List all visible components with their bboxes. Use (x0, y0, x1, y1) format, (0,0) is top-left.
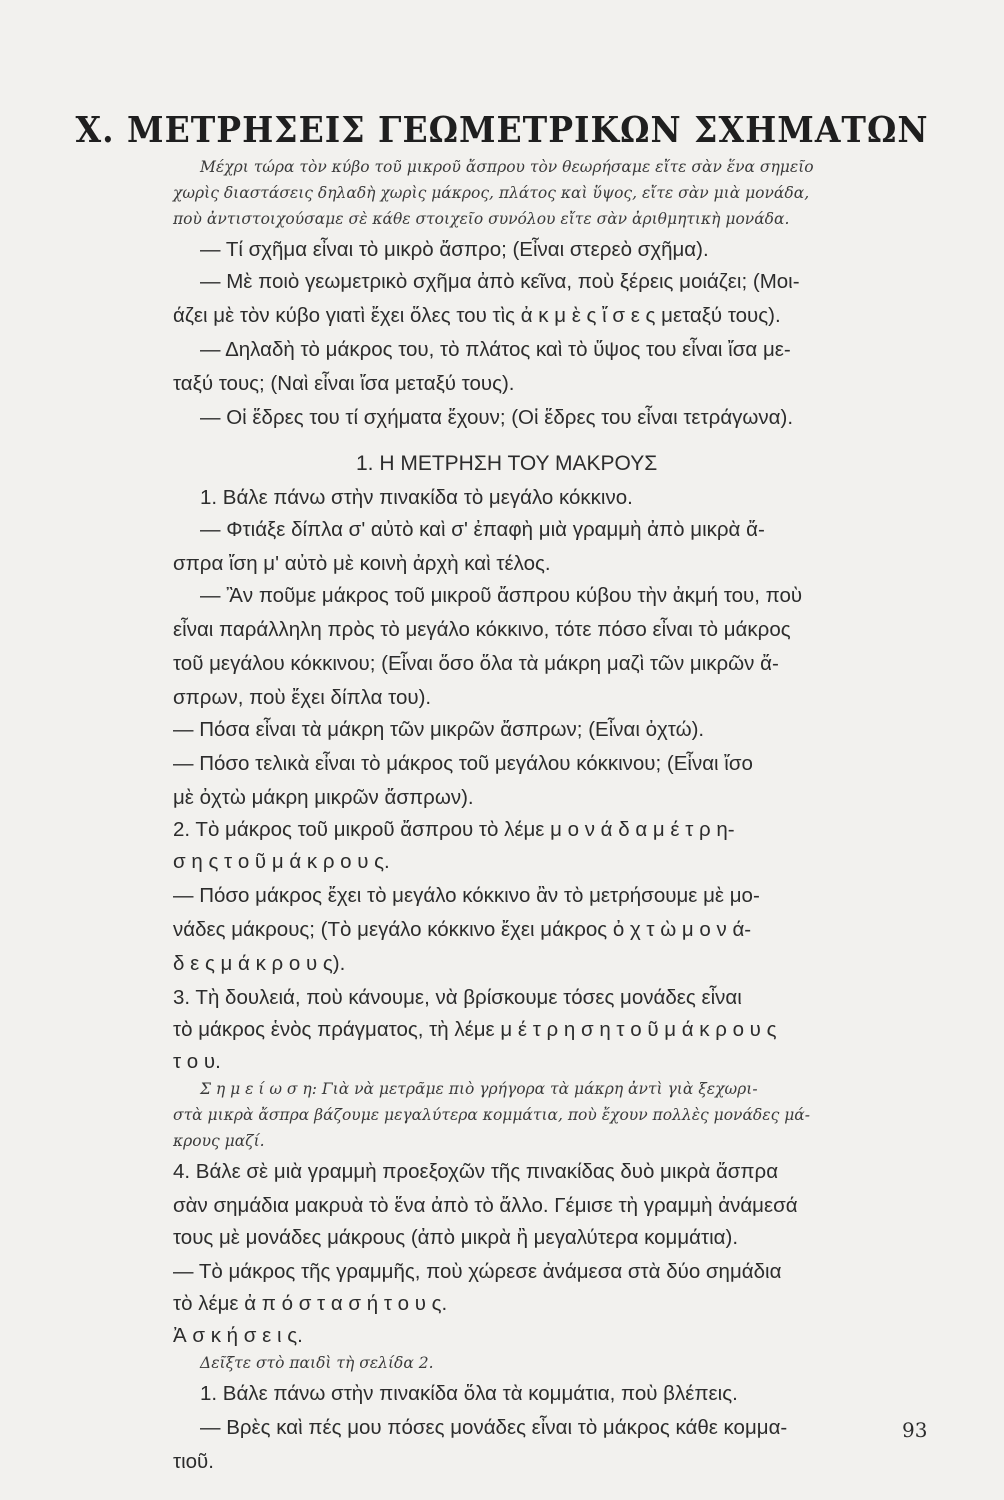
instruction-line: Δεῖξτε στὸ παιδὶ τὴ σελίδα 2. (200, 1354, 434, 1372)
text-line-34: τους μὲ μονάδες μάκρους (ἀπὸ μικρὰ ἢ μεγαλύτερα κομμάτια). (173, 1226, 739, 1249)
page-number: 93 (902, 1418, 928, 1442)
text-line-4: — Τί σχῆμα εἶναι τὸ μικρὸ ἄσπρο; (Εἶναι στερεὸ σχῆμα). (200, 238, 709, 261)
text-line-14: — Ἂν ποῦμε μάκρος τοῦ μικροῦ ἄσπρου κύβου τὴν ἀκμή του, ποὺ (200, 584, 803, 607)
text-line-9: — Οἱ ἕδρες του τί σχήματα ἔχουν; (Οἱ ἕδρες του εἶναι τετράγωνα). (200, 406, 794, 429)
text-line-40: — Βρὲς καὶ πές μου πόσες μονάδες εἶναι τὸ μάκρος κάθε κομμα- (200, 1416, 788, 1439)
text-line-33: σὰν σημάδια μακρυὰ τὸ ἕνα ἀπὸ τὸ ἄλλο. Γέμισε τὴ γραμμὴ ἀνάμεσά (173, 1194, 798, 1217)
text-line-15: εἶναι παράλληλη πρὸς τὸ μεγάλο κόκκινο, τότε πόσο εἶναι τὸ μάκρος (173, 618, 791, 641)
text-line-41: τιοῦ. (173, 1450, 214, 1473)
text-line-8: ταξύ τους; (Ναὶ εἶναι ἴσα μεταξύ τους). (173, 372, 515, 395)
text-line-17: σπρων, ποὺ ἔχει δίπλα του). (173, 686, 432, 709)
text-line-16: τοῦ μεγάλου κόκκινου; (Εἶναι ὅσο ὅλα τὰ μάκρη μαζὶ τῶν μικρῶν ἄ- (173, 652, 779, 675)
text-line-39: 1. Βάλε πάνω στὴν πινακίδα ὅλα τὰ κομμάτια, ποὺ βλέπεις. (200, 1382, 738, 1405)
text-line-32: 4. Βάλε σὲ μιὰ γραμμὴ προεξοχῶν τῆς πινακίδας δυὸ μικρὰ ἄσπρα (173, 1160, 779, 1183)
note-line-2: στὰ μικρὰ ἄσπρα βάζουμε μεγαλύτερα κομμάτια, ποὺ ἔχουν πολλὲς μονάδες μά- (173, 1106, 810, 1124)
text-line-28: τ ο υ. (173, 1050, 221, 1073)
text-line-23: — Πόσο μάκρος ἔχει τὸ μεγάλο κόκκινο ἂν τὸ μετρήσουμε μὲ μο- (173, 884, 760, 907)
exercises-heading: Ἀ σ κ ή σ ε ι ς. (173, 1324, 303, 1347)
text-line-21: 2. Τὸ μάκρος τοῦ μικροῦ ἄσπρου τὸ λέμε μ ο ν ά δ α μ έ τ ρ η- (173, 818, 735, 841)
text-line-20: μὲ ὀχτὼ μάκρη μικρῶν ἄσπρων). (173, 786, 474, 809)
text-line-35: — Τὸ μάκρος τῆς γραμμῆς, ποὺ χώρεσε ἀνάμεσα στὰ δύο σημάδια (173, 1260, 782, 1283)
text-line-12: — Φτιάξε δίπλα σ' αὐτὸ καὶ σ' ἐπαφὴ μιὰ γραμμὴ ἀπὸ μικρὰ ἄ- (200, 518, 765, 541)
text-line-26: 3. Τὴ δουλειά, ποὺ κάνουμε, νὰ βρίσκουμε τόσες μονάδες εἶναι (173, 986, 742, 1009)
note-line-3: κρους μαζί. (173, 1132, 265, 1150)
text-line-1: Μέχρι τώρα τὸν κύβο τοῦ μικροῦ ἄσπρου τὸν θεωρήσαμε εἴτε σὰν ἕνα σημεῖο (200, 158, 814, 176)
section-heading: 1. Η ΜΕΤΡΗΣΗ ΤΟΥ ΜΑΚΡΟΥΣ (356, 452, 658, 475)
text-line-3: ποὺ ἀντιστοιχούσαμε σὲ κάθε στοιχεῖο συνόλου εἴτε σὰν ἀριθμητικὴ μονάδα. (173, 210, 790, 228)
text-line-2: χωρὶς διαστάσεις δηλαδὴ χωρὶς μάκρος, πλάτος καὶ ὕψος, εἴτε σὰν μιὰ μονάδα, (173, 184, 810, 202)
text-line-24: νάδες μάκρους; (Τὸ μεγάλο κόκκινο ἔχει μάκρος ὀ χ τ ὼ μ ο ν ά- (173, 918, 752, 941)
text-line-6: άζει μὲ τὸν κύβο γιατὶ ἔχει ὅλες του τὶς ἀ κ μ ὲ ς ἴ σ ε ς μεταξύ τους). (173, 304, 781, 327)
text-line-18: — Πόσα εἶναι τὰ μάκρη τῶν μικρῶν ἄσπρων; (Εἶναι ὀχτώ). (173, 718, 705, 741)
page-title: X. ΜΕΤΡΗΣΕΙΣ ΓΕΩΜΕΤΡΙΚΩΝ ΣΧΗΜΑΤΩΝ (75, 108, 929, 151)
text-line-5: — Μὲ ποιὸ γεωμετρικὸ σχῆμα ἀπὸ κεῖνα, ποὺ ξέρεις μοιάζει; (Μοι- (200, 270, 800, 293)
text-line-7: — Δηλαδὴ τὸ μάκρος του, τὸ πλάτος καὶ τὸ ὕψος του εἶναι ἴσα με- (200, 338, 791, 361)
text-line-36: τὸ λέμε ἀ π ό σ τ α σ ή τ ο υ ς. (173, 1292, 448, 1315)
note-line-1: Σ η μ ε ί ω σ η: Γιὰ νὰ μετρᾶμε πιὸ γρήγορα τὰ μάκρη ἀντὶ γιὰ ξεχωρι- (200, 1080, 758, 1098)
text-line-27: τὸ μάκρος ἑνὸς πράγματος, τὴ λέμε μ έ τ ρ η σ η τ ο ῦ μ ά κ ρ ο υ ς (173, 1018, 777, 1041)
text-line-11: 1. Βάλε πάνω στὴν πινακίδα τὸ μεγάλο κόκκινο. (200, 486, 633, 509)
text-line-19: — Πόσο τελικὰ εἶναι τὸ μάκρος τοῦ μεγάλου κόκκινου; (Εἶναι ἴσο (173, 752, 753, 775)
text-line-25: δ ε ς μ ά κ ρ ο υ ς). (173, 952, 346, 975)
text-line-22: σ η ς τ ο ῦ μ ά κ ρ ο υ ς. (173, 850, 390, 873)
text-line-13: σπρα ἴση μ' αὐτὸ μὲ κοινὴ ἀρχὴ καὶ τέλος. (173, 552, 551, 575)
